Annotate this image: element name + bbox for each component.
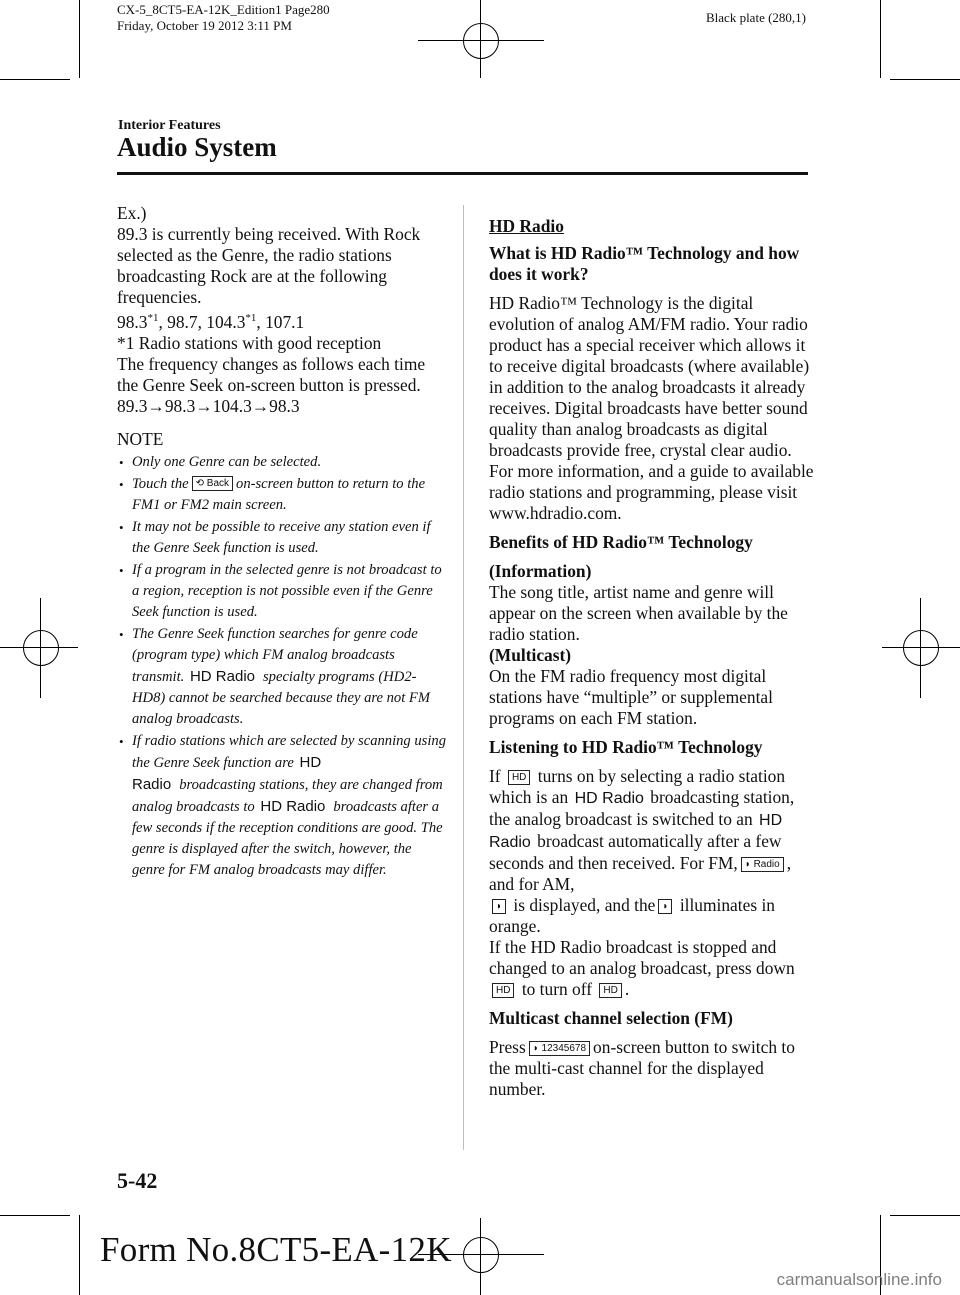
- freq-1: 98.3: [117, 311, 148, 332]
- note-item: [117, 624, 447, 730]
- information-body: The song title, artist name and genre will appear on the screen when available by the radio station.: [489, 582, 788, 644]
- plate-label: Black plate (280,1): [706, 10, 806, 25]
- listening-heading: Listening to HD Radio™ Technology: [489, 737, 763, 757]
- example-paragraph: 89.3 is currently being received. With Rock selected as the Genre, the radio stations broadcasting Rock are at the following frequencies.: [117, 224, 421, 307]
- genre-seek-paragraph: The frequency changes as follows each time the Genre Seek on-screen button is pressed.: [117, 353, 426, 395]
- watermark: carmanualsonline.info: [776, 1270, 942, 1289]
- hd-radio-label: HD Radio: [189, 667, 255, 685]
- footnote-ref: *1: [147, 312, 159, 324]
- text: If the HD Radio broadcast is stopped and changed to an analog broadcast, press down: [489, 937, 795, 978]
- hd-radio-label: HD Radio: [132, 753, 322, 793]
- text: turns on by selecting a radio station which is an: [489, 766, 786, 807]
- text: Press: [489, 1037, 526, 1057]
- hd-radio-am-icon: ◗: [492, 899, 506, 914]
- footnote-ref: *1: [245, 312, 257, 324]
- crop-mark: [79, 0, 80, 78]
- note-text: If a program in the selected genre is not broadcast to a region, reception is not possible even if the Genre Seek function is used.: [132, 561, 442, 620]
- note-text: Touch the: [132, 475, 189, 492]
- crop-mark: [0, 79, 70, 80]
- multicast-selection-body: [489, 1037, 819, 1100]
- text: on-screen button to switch to the multi-cast channel for the displayed number.: [489, 1037, 795, 1099]
- multicast-heading: (Multicast): [489, 645, 572, 665]
- left-column: [117, 203, 447, 882]
- hd-indicator-icon: ◗: [658, 899, 672, 914]
- note-item: [117, 452, 447, 473]
- text: to turn off: [521, 979, 593, 999]
- text: , and for AM,: [489, 853, 792, 894]
- footnote: *1 Radio stations with good reception: [117, 332, 382, 353]
- crop-mark: [890, 1215, 960, 1216]
- registration-circle: [903, 630, 939, 666]
- form-number: Form No.8CT5-EA-12K: [100, 1230, 452, 1269]
- crop-mark: [890, 79, 960, 80]
- listening-body: [489, 766, 819, 937]
- back-button-icon: ⟲ Back: [192, 476, 233, 491]
- registration-circle: [463, 23, 499, 59]
- note-item: [117, 731, 447, 881]
- column-divider: [463, 205, 464, 1150]
- note-text: Only one Genre can be selected.: [132, 453, 322, 470]
- note-text: The Genre Seek function searches for genre code (program type) which FM analog broadcasts transmit.: [132, 625, 418, 685]
- crop-mark: [880, 0, 881, 78]
- hd-radio-label: HD Radio: [260, 797, 326, 815]
- text: is displayed, and the: [513, 895, 656, 915]
- multicast-body: On the FM radio frequency most digital stations have “multiple” or supplemental programs on each FM station.: [489, 666, 773, 728]
- multicast-selection-heading: Multicast channel selection (FM): [489, 1008, 733, 1028]
- note-text: If radio stations which are selected by scanning using the Genre Seek function are: [132, 732, 447, 771]
- what-is-heading: What is HD Radio™ Technology and how does it work?: [489, 243, 800, 284]
- back-button-label: Back: [206, 477, 230, 489]
- right-column: [489, 216, 819, 1108]
- text: illuminates in orange.: [489, 895, 775, 936]
- crop-mark: [0, 1215, 70, 1216]
- print-header-line2: Friday, October 19 2012 3:11 PM: [117, 18, 292, 33]
- frequency-list: [117, 308, 447, 333]
- freq-mid: , 98.7, 104.3: [158, 311, 246, 332]
- note-item: [117, 560, 447, 623]
- channel-numbers: 12345678: [541, 1043, 587, 1054]
- note-item: [117, 517, 447, 559]
- note-text: It may not be possible to receive any station even if the Genre Seek function is used.: [132, 518, 431, 556]
- note-text: broadcasts after a few seconds if the reception conditions are good. The genre is displayed after the switch, however, the genre for FM analog broadcasts may differ.: [132, 798, 443, 878]
- what-is-body: HD Radio™ Technology is the digital evolution of analog AM/FM radio. Your radio product has a special receiver which allows it to receive digital broadcasts (where available) in addition to the analog broadcasts it already receives. Digital broadcasts have better sound quality than analog broadcasts as digital broadcasts provide free, crystal clear audio. For more information, and a guide to available radio stations and programming, please visit www.hdradio.com.: [489, 293, 814, 523]
- channel-select-icon: ◗ 12345678: [529, 1041, 590, 1056]
- note-text: specialty programs (HD2-HD8) cannot be searched because they are not FM analog broadcasts.: [132, 668, 430, 727]
- note-item: [117, 474, 447, 516]
- hd-radio-label: HD Radio: [574, 790, 644, 807]
- note-list: [117, 452, 447, 881]
- freq-end: , 107.1: [256, 311, 305, 332]
- hd-button-icon: HD: [508, 770, 530, 785]
- text: broadcast automatically after a few seconds and then received. For FM,: [489, 831, 782, 873]
- hd-radio-label: HD Radio: [489, 812, 783, 851]
- example-label: Ex.): [117, 203, 147, 223]
- print-header: [117, 2, 330, 34]
- benefits-heading: Benefits of HD Radio™ Technology: [489, 532, 753, 552]
- text: .: [624, 979, 630, 999]
- hd-radio-fm-icon: ◗ Radio: [741, 857, 784, 872]
- print-header-line1: CX-5_8CT5-EA-12K_Edition1 Page280: [117, 2, 330, 17]
- fm-icon-label: Radio: [753, 859, 780, 870]
- title-rule: [117, 172, 808, 175]
- registration-circle: [463, 1237, 499, 1273]
- note-heading: NOTE: [117, 428, 164, 449]
- note-text: broadcasting stations, they are changed from analog broadcasts to: [132, 776, 443, 815]
- hd-radio-heading: HD Radio: [489, 216, 564, 236]
- note-text: on-screen button to return to the FM1 or FM2 main screen.: [132, 475, 426, 513]
- text: broadcasting station, the analog broadcast is switched to an: [489, 787, 795, 829]
- hd-button-icon: HD: [599, 983, 621, 998]
- section-label: Interior Features: [118, 118, 221, 133]
- frequency-sequence: 89.3→98.3→104.3→98.3: [117, 395, 300, 416]
- hd-button-icon: HD: [492, 983, 514, 998]
- stop-body: [489, 937, 819, 1000]
- page-title: Audio System: [117, 132, 277, 162]
- crop-mark: [79, 1215, 80, 1295]
- information-heading: (Information): [489, 561, 592, 581]
- text: If: [489, 766, 501, 786]
- page-number: 5-42: [117, 1168, 158, 1193]
- registration-circle: [23, 630, 59, 666]
